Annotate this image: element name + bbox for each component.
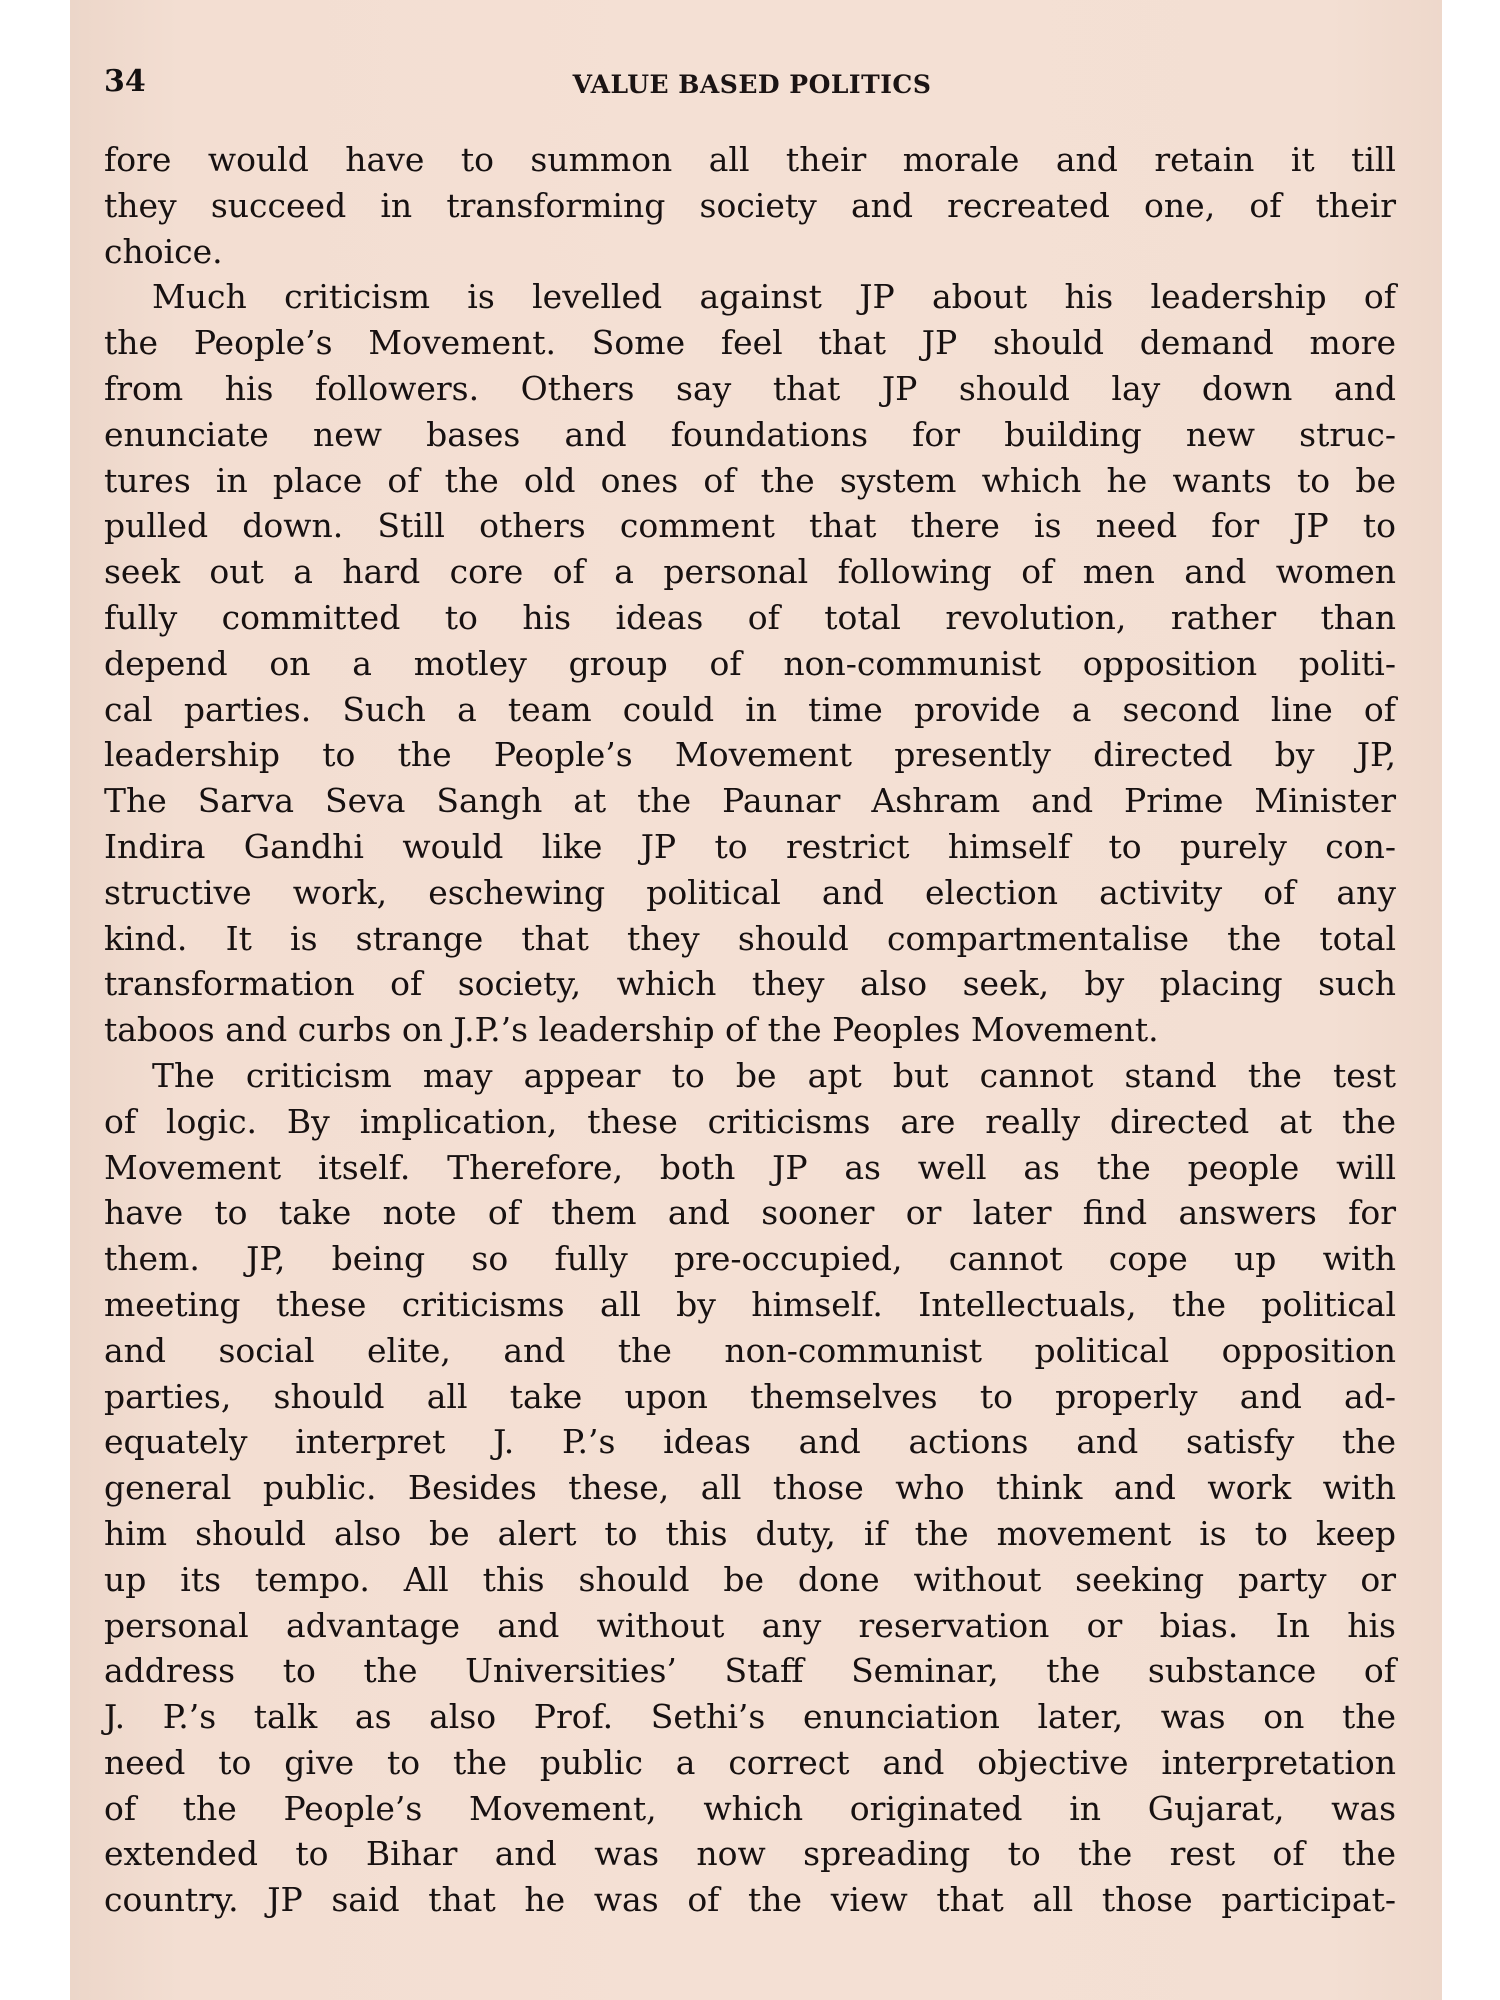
text-line: The criticism may appear to be apt but cannot stand the test	[152, 1055, 1396, 1095]
text-line: they succeed in transforming society and recreated one, of their	[104, 185, 1396, 225]
text-line: fully committed to his ideas of total revolution, rather than	[104, 597, 1396, 637]
text-line: tures in place of the old ones of the system which he wants to be	[104, 460, 1396, 500]
text-line: meeting these criticisms all by himself. Intellectuals, the political	[104, 1284, 1396, 1324]
text-line: up its tempo. All this should be done without seeking party or	[104, 1559, 1396, 1599]
running-head	[104, 64, 1400, 108]
text-line: personal advantage and without any reservation or bias. In his	[104, 1605, 1396, 1645]
text-line: address to the Universities’ Staff Seminar, the substance of	[104, 1651, 1396, 1691]
text-line: extended to Bihar and was now spreading to the rest of the	[104, 1834, 1396, 1874]
text-line: pulled down. Still others comment that there is need for JP to	[104, 506, 1396, 546]
text-line: of logic. By implication, these criticisms are really directed at the	[104, 1101, 1396, 1141]
text-line: cal parties. Such a team could in time provide a second line of	[104, 689, 1396, 729]
text-line: and social elite, and the non-communist political opposition	[104, 1330, 1396, 1370]
text-line: the People’s Movement. Some feel that JP should demand more	[104, 323, 1396, 363]
text-line: seek out a hard core of a personal following of men and women	[104, 552, 1396, 592]
text-line: of the People’s Movement, which originated in Gujarat, was	[104, 1788, 1396, 1828]
text-line: him should also be alert to this duty, if the movement is to keep	[104, 1513, 1396, 1553]
text-line: taboos and curbs on J.P.’s leadership of the Peoples Movement.	[104, 1010, 1159, 1050]
text-line: structive work, eschewing political and election activity of any	[104, 872, 1396, 912]
text-line: from his followers. Others say that JP should lay down and	[104, 368, 1396, 408]
book-page	[70, 0, 1442, 2000]
body-text	[104, 137, 1396, 1923]
text-line: leadership to the People’s Movement presently directed by JP,	[104, 735, 1396, 775]
page-number: 34	[104, 64, 146, 99]
text-line: general public. Besides these, all those who think and work with	[104, 1468, 1396, 1508]
text-line: Much criticism is levelled against JP about his leadership of	[152, 277, 1396, 317]
text-line: need to give to the public a correct and objective interpretation	[104, 1742, 1396, 1782]
text-line: The Sarva Seva Sangh at the Paunar Ashram and Prime Minister	[104, 781, 1396, 821]
text-line: choice.	[104, 231, 223, 271]
text-line: depend on a motley group of non-communist opposition politi-	[104, 643, 1396, 683]
text-line: enunciate new bases and foundations for building new struc-	[104, 414, 1396, 454]
text-line: equately interpret J. P.’s ideas and actions and satisfy the	[104, 1422, 1396, 1462]
text-line: them. JP, being so fully pre-occupied, cannot cope up with	[104, 1239, 1396, 1279]
text-line: J. P.’s talk as also Prof. Sethi’s enunciation later, was on the	[104, 1697, 1396, 1737]
text-line: Movement itself. Therefore, both JP as well as the people will	[104, 1147, 1396, 1187]
text-line: kind. It is strange that they should compartmentalise the total	[104, 918, 1396, 958]
text-line: country. JP said that he was of the view that all those participat-	[104, 1880, 1396, 1920]
text-line: Indira Gandhi would like JP to restrict himself to purely con-	[104, 826, 1396, 866]
text-line: parties, should all take upon themselves to properly and ad-	[104, 1376, 1396, 1416]
text-line: fore would have to summon all their morale and retain it till	[104, 140, 1396, 179]
running-title: VALUE BASED POLITICS	[572, 70, 932, 99]
text-line: transformation of society, which they also seek, by placing such	[104, 964, 1396, 1004]
text-line: have to take note of them and sooner or later find answers for	[104, 1193, 1396, 1233]
